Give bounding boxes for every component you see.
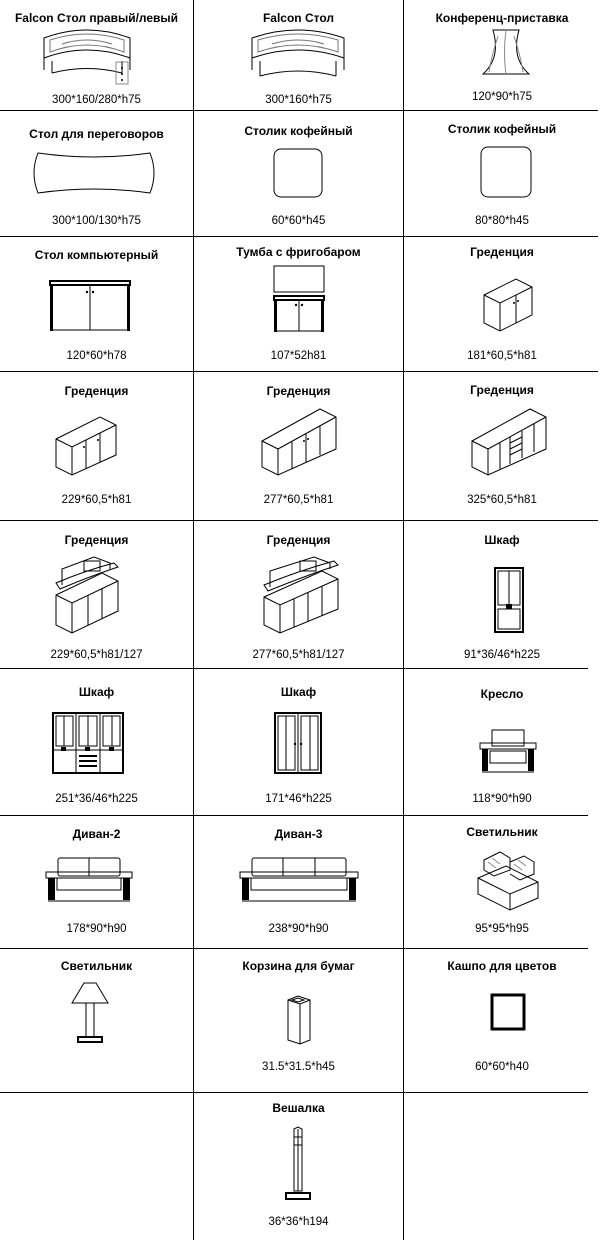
item-name: Греденция	[64, 384, 129, 398]
item-name: Греденция	[266, 384, 331, 398]
item-dimensions: 229*60,5*h81	[61, 494, 132, 506]
catalog-item	[194, 237, 403, 371]
catalog-item	[0, 237, 193, 371]
catalog-item	[404, 111, 600, 236]
item-dimensions: 95*95*h95	[475, 923, 529, 935]
catalog-item	[0, 372, 193, 520]
catalog-item	[404, 237, 600, 371]
item-dimensions: 120*90*h75	[471, 91, 533, 103]
item-dimensions: 80*80*h45	[475, 215, 529, 227]
item-dimensions: 178*90*h90	[66, 923, 127, 935]
item-name: Столик кофейный	[244, 124, 353, 138]
catalog-item	[0, 669, 193, 815]
waste-basket-icon	[286, 994, 312, 1046]
item-name: Стол для переговоров	[29, 127, 164, 141]
credenza-with-top-4-icon	[262, 555, 340, 633]
item-name: Шкаф	[280, 685, 317, 699]
minibar-cabinet-icon	[273, 265, 325, 333]
item-dimensions: 36*36*h194	[268, 1216, 329, 1228]
item-name: Конференц-приставка	[435, 11, 569, 25]
item-name: Falcon Стол правый/левый	[14, 11, 179, 25]
credenza-3-door-icon	[54, 415, 118, 475]
item-dimensions: 171*46*h225	[265, 793, 332, 805]
catalog-item	[194, 521, 403, 668]
credenza-with-top-3-icon	[54, 555, 120, 633]
item-dimensions: 277*60,5*h81/127	[252, 649, 345, 661]
armchair-icon	[478, 729, 538, 773]
catalog-item	[194, 1093, 403, 1240]
item-dimensions: 31.5*31.5*h45	[262, 1061, 335, 1073]
item-dimensions: 181*60,5*h81	[467, 350, 537, 362]
item-dimensions: 325*60,5*h81	[467, 494, 537, 506]
catalog-item	[404, 949, 600, 1092]
sofa-3-seat-icon	[238, 856, 360, 902]
flower-pot-icon	[490, 993, 526, 1031]
coat-stand-icon	[284, 1125, 312, 1203]
item-name: Тумба с фригобаром	[236, 245, 361, 259]
item-dimensions: 251*36/46*h225	[55, 793, 138, 805]
catalog-item	[194, 669, 403, 815]
catalog-item	[404, 372, 600, 520]
floor-lamp-icon	[70, 981, 110, 1043]
item-dimensions: 60*60*h45	[271, 215, 326, 227]
item-dimensions: 118*90*h90	[472, 793, 532, 805]
catalog-item	[0, 111, 193, 236]
item-dimensions: 60*60*h40	[475, 1061, 529, 1073]
catalog-item	[194, 816, 403, 948]
conference-extension-icon	[481, 28, 531, 76]
reception-desk-icon	[250, 26, 346, 82]
item-name: Греденция	[470, 383, 534, 397]
catalog-item	[194, 111, 403, 236]
item-dimensions: 277*60,5*h81	[263, 494, 334, 506]
catalog-item	[194, 0, 403, 110]
reception-desk-right-left-icon	[42, 26, 132, 84]
item-name: Диван-2	[72, 827, 121, 841]
item-name: Корзина для бумаг	[242, 959, 355, 973]
item-name: Вешалка	[272, 1101, 325, 1115]
item-dimensions: 229*60,5*h81/127	[50, 649, 143, 661]
table-lamp-icon	[476, 848, 540, 912]
item-name: Кресло	[480, 687, 524, 701]
meeting-table-icon	[32, 149, 156, 197]
credenza-2-door-icon	[482, 277, 534, 333]
credenza-5-section-icon	[470, 407, 548, 475]
item-dimensions: 91*36/46*h225	[463, 649, 541, 661]
item-dimensions: 238*90*h90	[268, 923, 329, 935]
coffee-table-large-icon	[480, 146, 532, 198]
coffee-table-small-icon	[273, 148, 323, 198]
item-dimensions: 300*160*h75	[265, 94, 332, 106]
cabinet-wide-icon	[52, 712, 124, 774]
catalog-item	[194, 372, 403, 520]
sofa-2-seat-icon	[44, 856, 134, 902]
catalog-item	[0, 0, 193, 110]
item-name: Диван-3	[274, 827, 323, 841]
item-name: Столик кофейный	[447, 122, 557, 136]
catalog-item	[194, 949, 403, 1092]
credenza-4-door-icon	[260, 407, 338, 475]
item-name: Светильник	[60, 959, 133, 973]
catalog-item	[0, 521, 193, 668]
cabinet-medium-icon	[274, 712, 322, 774]
computer-desk-icon	[49, 280, 131, 332]
catalog-item	[0, 949, 193, 1092]
catalog-item	[404, 521, 600, 668]
item-name: Стол компьютерный	[34, 248, 159, 262]
item-name: Falcon Стол	[262, 11, 335, 25]
catalog-item	[404, 669, 600, 815]
item-name: Греденция	[266, 533, 331, 547]
item-name: Греденция	[470, 245, 534, 259]
item-name: Шкаф	[484, 533, 520, 547]
cabinet-narrow-icon	[494, 567, 524, 633]
item-name: Шкаф	[78, 685, 115, 699]
item-dimensions: 300*160/280*h75	[52, 94, 141, 106]
item-name: Греденция	[64, 533, 129, 547]
item-dimensions: 120*60*h78	[66, 350, 127, 362]
item-name: Светильник	[466, 825, 538, 839]
item-dimensions: 300*100/130*h75	[52, 215, 141, 227]
catalog-item	[404, 0, 600, 110]
item-name: Кашпо для цветов	[447, 959, 557, 973]
catalog-item	[404, 816, 600, 948]
catalog-item	[0, 816, 193, 948]
item-dimensions: 107*52h81	[270, 350, 327, 362]
